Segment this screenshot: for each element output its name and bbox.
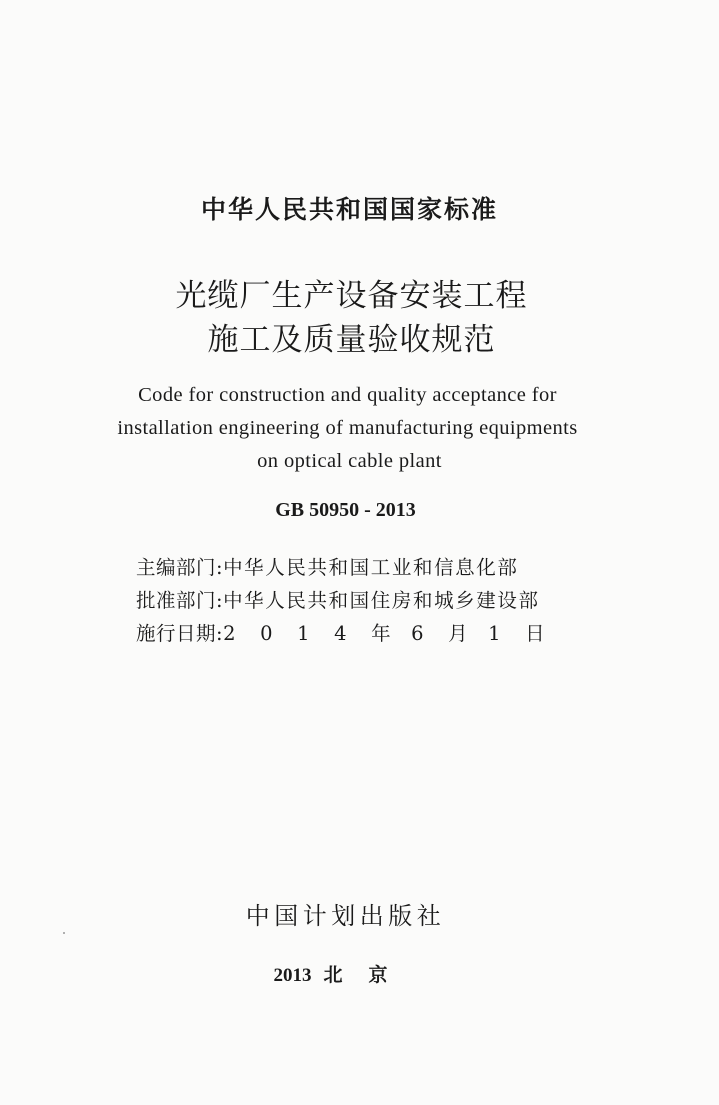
editor-department [136, 553, 518, 583]
standard-type-heading: 中华人民共和国国家标准 [200, 195, 498, 224]
date-digit: 4 [334, 622, 347, 645]
date-year-char: 年 [371, 622, 391, 645]
effective-date [136, 619, 549, 649]
english-title-line-1: Code for construction and quality acceptance for [138, 384, 557, 406]
date-day-char: 日 [525, 622, 545, 645]
approver-department [136, 586, 540, 616]
date-digit: 6 [411, 622, 424, 645]
chinese-title-line-1: 光缆厂生产设备安装工程 [175, 278, 528, 314]
english-title-line-3: on optical cable plant [257, 450, 442, 472]
date-label: 施行日期: [136, 622, 224, 645]
publication-year: 2013 [273, 965, 312, 986]
scan-speck [63, 932, 65, 934]
date-digit: 0 [260, 622, 273, 645]
standard-code: GB 50950 - 2013 [275, 499, 416, 521]
date-value [223, 622, 549, 645]
publication-place [0, 960, 703, 987]
publication-city: 北京 [323, 964, 414, 986]
chinese-title-line-2: 施工及质量验收规范 [207, 322, 496, 358]
approver-label: 批准部门: [136, 589, 224, 612]
date-digit: 1 [488, 622, 501, 645]
editor-value: 中华人民共和国工业和信息化部 [223, 556, 519, 579]
approver-value: 中华人民共和国住房和城乡建设部 [223, 589, 540, 612]
date-digit: 2 [223, 622, 236, 645]
date-month-char: 月 [448, 622, 468, 645]
editor-label: 主编部门: [136, 556, 224, 579]
english-title-line-2: installation engineering of manufacturing equipments [117, 417, 578, 439]
date-digit: 1 [297, 622, 310, 645]
publisher-name: 中国计划出版社 [245, 902, 446, 930]
